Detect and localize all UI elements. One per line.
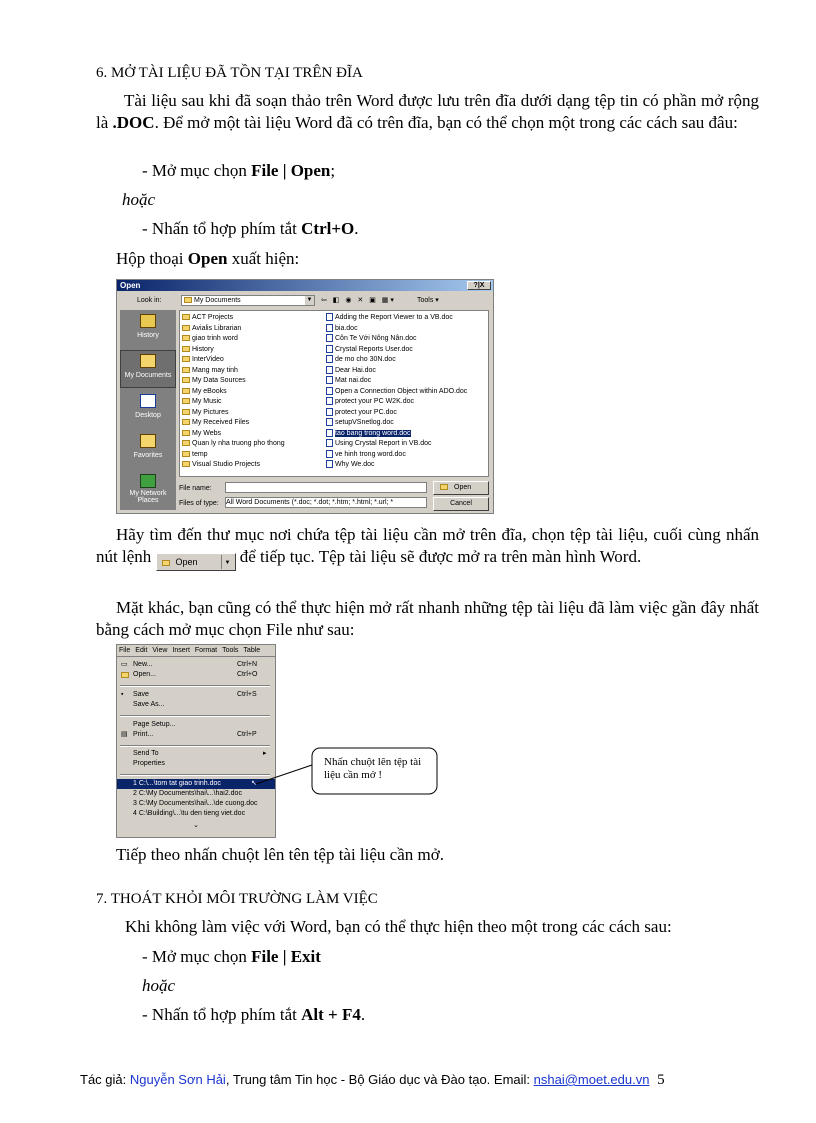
menu-item-label: New...: [133, 661, 153, 668]
menubar-item[interactable]: File: [119, 647, 131, 654]
menu-bar-divider: [117, 656, 275, 657]
file-item[interactable]: [326, 366, 467, 377]
menubar-item[interactable]: Edit: [135, 647, 148, 654]
option-file-exit: [142, 946, 321, 968]
recent-file-3[interactable]: [117, 799, 275, 809]
file-item[interactable]: [326, 450, 467, 461]
word-doc-icon: [326, 387, 333, 395]
expand-icon: ⌄: [193, 822, 199, 829]
open-icon: [121, 672, 129, 678]
section-6-heading: 6. MỞ TÀI LIỆU ĐÃ TỒN TẠI TRÊN ĐĨA: [96, 65, 363, 81]
menu-item-new[interactable]: [117, 660, 275, 670]
menu-item-open[interactable]: [117, 670, 275, 680]
file-item[interactable]: [326, 408, 467, 419]
intro-text-b: . Để mở một tài liệu Word đã có trên đĩa, bạn có thể chọn một trong các cách sau đâu:: [154, 113, 738, 132]
chevron-down-icon[interactable]: ▼: [306, 297, 313, 303]
folder-icon: [182, 377, 190, 383]
file-name: de mo cho 30N.doc: [335, 356, 396, 363]
word-doc-icon: [326, 376, 333, 384]
option-prefix: - Mở mục chọn: [142, 947, 252, 966]
footer-prefix: Tác giả:: [80, 1072, 130, 1087]
folder-item[interactable]: [182, 460, 285, 471]
after-menu-text: Tiếp theo nhấn chuột lên tên tệp tài liệu cần mở.: [116, 845, 444, 864]
menu-separator: [120, 685, 270, 687]
folder-icon: [182, 335, 190, 341]
file-name: My eBooks: [192, 387, 227, 395]
file-name: ACT Projects: [192, 314, 234, 321]
file-name: Using Crystal Report in VB.doc: [335, 440, 432, 447]
file-name: History: [192, 345, 214, 353]
inline-open-button: [156, 553, 236, 571]
menu-separator: [120, 745, 270, 747]
filename-input[interactable]: [225, 482, 427, 493]
favorites-icon: [140, 434, 156, 448]
file-name: Dear Hai.doc: [335, 366, 376, 374]
filename-label: File name:: [179, 485, 212, 492]
file-name: giao trinh word: [192, 335, 238, 342]
menu-item-shortcut: Ctrl+N: [237, 661, 258, 668]
file-item[interactable]: [326, 376, 467, 387]
folder-item[interactable]: [182, 366, 285, 377]
inline-open-label: Open: [175, 557, 198, 567]
folder-item[interactable]: [182, 376, 285, 387]
file-name: Why We.doc: [335, 461, 375, 468]
menubar-item[interactable]: Tools: [222, 647, 239, 654]
file-name: My Webs: [192, 429, 222, 437]
dialog-titlebar: [117, 280, 493, 291]
file-list-right: [326, 313, 467, 471]
new-icon: ▭: [121, 661, 128, 668]
file-item[interactable]: [326, 418, 467, 429]
dialog-intro: [116, 248, 299, 270]
option-prefix: - Nhấn tổ hợp phím tắt: [142, 219, 302, 238]
menu-bar: [119, 646, 265, 656]
menu-item-label: Save As...: [133, 701, 165, 708]
file-name: setupVSnetlog.doc: [335, 419, 394, 426]
print-icon: ▤: [121, 731, 128, 738]
word-doc-icon: [326, 334, 333, 342]
menu-item-save[interactable]: [117, 690, 275, 700]
file-item[interactable]: [326, 334, 467, 345]
place-label: Desktop: [135, 412, 161, 419]
folder-icon: [182, 440, 190, 446]
toolbar-icons[interactable]: ⇦ ◧ ◉ ✕ ▣ ▦▾: [321, 297, 396, 304]
menu-expand[interactable]: [117, 821, 275, 831]
paragraph-open-instructions: [96, 524, 759, 571]
lookin-label: Look in:: [137, 297, 162, 304]
dialog-intro-prefix: Hộp thoại: [116, 249, 188, 268]
menubar-item[interactable]: Format: [194, 647, 218, 654]
open-button[interactable]: [433, 481, 489, 495]
file-name: Adding the Report Viewer to a VB.doc: [335, 314, 453, 321]
place-my-documents[interactable]: [120, 350, 176, 388]
option-alt-f4: [142, 1004, 365, 1026]
option-command: File | Exit: [251, 947, 321, 966]
open-button-label: Open: [454, 484, 472, 491]
open-folder-icon: [440, 484, 448, 490]
lookin-value: My Documents: [194, 297, 241, 304]
menubar-item[interactable]: Insert: [172, 647, 190, 654]
file-name: tao bang trong word.doc: [335, 429, 411, 437]
menu-item-label: Print...: [133, 731, 154, 738]
instructions-text-b: để tiếp tục. Tệp tài liệu sẽ được mở ra trên màn hình Word.: [239, 547, 642, 566]
places-bar: [120, 310, 176, 510]
option-command: File | Open: [251, 161, 331, 180]
folder-item[interactable]: [182, 450, 285, 461]
recent-file-label: 2 C:\My Documents\hai\...\hai2.doc: [133, 790, 242, 797]
folder-icon: [182, 409, 190, 415]
tools-menu[interactable]: Tools ▾: [417, 297, 439, 304]
folder-icon: [182, 398, 190, 404]
folder-icon: [182, 419, 190, 425]
word-doc-icon: [326, 324, 333, 332]
save-icon: ▪: [121, 691, 124, 698]
folder-icon: [184, 297, 192, 303]
folder-item[interactable]: [182, 439, 285, 450]
folder-item[interactable]: [182, 334, 285, 345]
place-history[interactable]: [120, 314, 176, 350]
word-doc-icon: [326, 439, 333, 447]
menu-item-shortcut: Ctrl+S: [237, 691, 257, 698]
menu-item-shortcut: Ctrl+P: [237, 731, 257, 738]
option-ctrl-o: [142, 218, 359, 240]
word-doc-icon: [326, 355, 333, 363]
submenu-arrow-icon: ▸: [263, 750, 267, 757]
paragraph-intro: [96, 90, 759, 134]
filetype-select[interactable]: All Word Documents (*.doc; *.dot; *.htm; *.html; *.url; *: [225, 497, 427, 508]
menubar-item[interactable]: Table: [243, 647, 261, 654]
dialog-title: Open: [120, 281, 141, 290]
file-name: protect your PC W2K.doc: [335, 398, 414, 405]
file-item[interactable]: [326, 397, 467, 408]
menu-separator: [120, 715, 270, 717]
menubar-item[interactable]: View: [152, 647, 168, 654]
folder-item[interactable]: [182, 345, 285, 356]
file-list-left: [182, 313, 285, 471]
option-shortcut: Alt + F4: [301, 1005, 361, 1024]
cursor-icon: ↖: [251, 780, 257, 787]
file-name: InterVideo: [192, 356, 224, 363]
word-doc-icon: [326, 366, 333, 374]
file-item[interactable]: [326, 460, 467, 471]
file-item[interactable]: [326, 429, 467, 440]
option-suffix: .: [360, 1005, 366, 1024]
filetype-label: Files of type:: [179, 500, 219, 507]
page-footer: [80, 1072, 665, 1089]
footer-middle: , Trung tâm Tin học - Bộ Giáo dục và Đào tạo. Email:: [225, 1072, 534, 1087]
folder-icon: [182, 461, 190, 467]
lookin-select[interactable]: [181, 295, 315, 306]
word-doc-icon: [326, 397, 333, 405]
open-dialog: [116, 279, 494, 514]
option-shortcut: Ctrl+O: [301, 219, 355, 238]
desktop-icon: [140, 394, 156, 408]
or-text: hoặc: [142, 976, 176, 995]
section-7-heading: 7. THOÁT KHỎI MÔI TRƯỜNG LÀM VIỆC: [96, 891, 378, 907]
folder-item[interactable]: [182, 355, 285, 366]
network-icon: [140, 474, 156, 488]
help-close-buttons[interactable]: ?|X: [467, 281, 491, 290]
menu-item-shortcut: Ctrl+O: [237, 671, 258, 678]
instructions-text-a: Hãy tìm đến thư mục nơi chứa tệp tài liệu cần mở trên đĩa, chọn tệp tài liệu, cuối cùng nhấn nút lệnh: [96, 525, 759, 566]
exit-intro: Khi không làm việc với Word, bạn có thể thực hiện theo một trong các cách sau:: [125, 917, 672, 936]
intro-text-a: Tài liệu sau khi đã soạn thảo trên Word được lưu trên đĩa dưới dạng tệp tin có phần mở rộng là: [96, 91, 759, 132]
folder-item[interactable]: [182, 313, 285, 324]
word-doc-icon: [326, 313, 333, 321]
place-desktop[interactable]: [120, 394, 176, 430]
file-name: Crystal Reports User.doc: [335, 345, 413, 353]
page-number: 5: [657, 1072, 665, 1088]
file-item[interactable]: [326, 355, 467, 366]
recent-file-label: 4 C:\Building\...\tu den tieng viet.doc: [133, 810, 246, 817]
file-name: Open a Connection Object within ADO.doc: [335, 387, 468, 395]
file-item[interactable]: [326, 324, 467, 335]
word-doc-icon: [326, 450, 333, 458]
file-name: temp: [192, 450, 208, 458]
folder-icon: [182, 388, 190, 394]
menu-separator: [120, 774, 270, 776]
or-text: hoặc: [122, 190, 156, 209]
footer-email-link[interactable]: nshai@moet.edu.vn: [533, 1072, 650, 1087]
file-name: protect your PC.doc: [335, 408, 397, 416]
file-name: Avialis Librarian: [192, 324, 242, 332]
file-item[interactable]: [326, 387, 467, 398]
menu-item-label: Properties: [133, 760, 165, 767]
folder-icon: [182, 367, 190, 373]
menu-item-save-as[interactable]: [117, 700, 275, 710]
word-doc-icon: [326, 460, 333, 468]
file-name: My Data Sources: [192, 377, 246, 384]
file-item[interactable]: [326, 439, 467, 450]
file-name: My Music: [192, 398, 222, 405]
folder-icon: [182, 430, 190, 436]
option-suffix: .: [354, 219, 359, 238]
file-name: Quan ly nha truong pho thong: [192, 440, 285, 447]
place-label: History: [137, 332, 159, 339]
folder-icon: [182, 346, 190, 352]
word-doc-icon: [326, 429, 333, 437]
recent-file-4[interactable]: [117, 809, 275, 819]
folder-item[interactable]: [182, 387, 285, 398]
menu-item-print[interactable]: [117, 730, 275, 740]
file-name: Mat nai.doc: [335, 377, 372, 384]
option-prefix: - Nhấn tổ hợp phím tắt: [142, 1005, 302, 1024]
callout-pointer: [256, 765, 312, 784]
dialog-intro-suffix: xuất hiện:: [227, 249, 300, 268]
folder-icon: [182, 451, 190, 457]
option-prefix: - Mở mục chọn: [142, 161, 252, 180]
paragraph-recent-files: Mặt khác, bạn cũng có thể thực hiện mở rất nhanh những tệp tài liệu đã làm việc gần đây nhất bằng cách mở mục chọn File như sau:: [96, 598, 759, 639]
callout-text: Nhấn chuột lên tệp tài liệu cần mở !: [324, 756, 422, 781]
file-name: Côn Te Với Nông Nân.doc: [335, 335, 417, 342]
place-label: My Documents: [124, 372, 172, 379]
word-doc-icon: [326, 345, 333, 353]
folder-item[interactable]: [182, 418, 285, 429]
folder-item[interactable]: [182, 429, 285, 440]
menu-item-label: Save: [133, 691, 149, 698]
folder-item[interactable]: [182, 408, 285, 419]
word-doc-icon: [326, 418, 333, 426]
my-documents-icon: [140, 354, 156, 368]
file-item[interactable]: [326, 345, 467, 356]
word-doc-icon: [326, 408, 333, 416]
folder-item[interactable]: [182, 324, 285, 335]
chevron-down-icon: ▼: [221, 555, 234, 569]
option-suffix: ;: [330, 161, 336, 180]
dialog-intro-bold: Open: [187, 249, 228, 268]
file-name: ve hinh trong word.doc: [335, 450, 406, 458]
menu-item-label: Open...: [133, 671, 156, 678]
file-list[interactable]: [179, 310, 489, 477]
doc-extension: .DOC: [112, 113, 155, 132]
folder-item[interactable]: [182, 397, 285, 408]
cancel-button[interactable]: Cancel: [433, 497, 489, 511]
place-label: Favorites: [133, 452, 163, 459]
file-name: My Received Files: [192, 419, 250, 426]
folder-icon: [182, 356, 190, 362]
option-file-open: [142, 160, 335, 182]
menu-item-label: Send To: [133, 750, 159, 757]
history-icon: [140, 314, 156, 328]
file-name: My Pictures: [192, 408, 229, 416]
file-item[interactable]: [326, 313, 467, 324]
place-label: My Network Places: [129, 490, 167, 504]
menu-item-page-setup[interactable]: [117, 720, 275, 730]
footer-author: Nguyễn Sơn Hải: [129, 1072, 226, 1087]
file-name: Mang may tinh: [192, 366, 238, 374]
recent-file-label: 3 C:\My Documents\hai\...\de cuong.doc: [133, 800, 258, 807]
menu-item-label: Page Setup...: [133, 721, 176, 728]
file-name: bia.doc: [335, 324, 358, 332]
place-network[interactable]: [120, 474, 176, 510]
file-name: Visual Studio Projects: [192, 461, 260, 468]
folder-icon: [182, 325, 190, 331]
place-favorites[interactable]: [120, 434, 176, 470]
open-folder-icon: [162, 560, 170, 566]
folder-icon: [182, 314, 190, 320]
recent-file-label: 1 C:\...\tom tat giao trinh.doc: [133, 780, 221, 787]
